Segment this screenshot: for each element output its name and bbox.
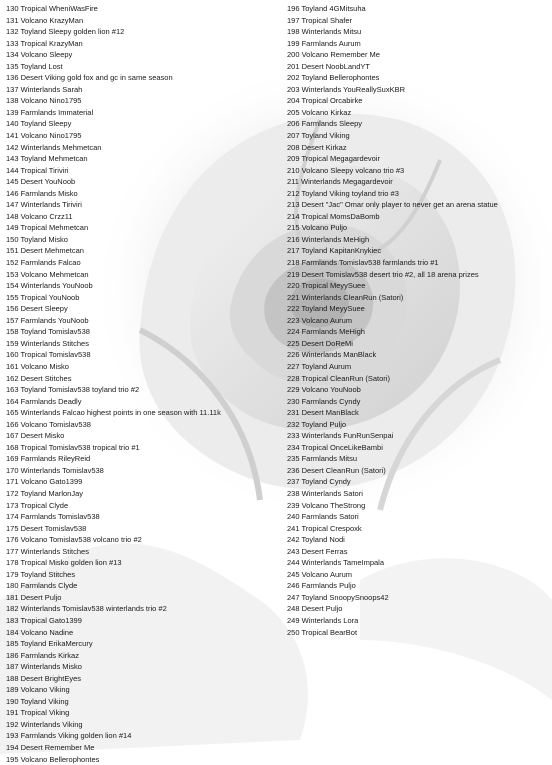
list-item: 140 Toyland Sleepy [6, 119, 72, 129]
list-item: 194 Desert Remember Me [6, 743, 95, 752]
list-item: 217 Toyland KapitanKnykiec [287, 246, 382, 256]
list-item: 151 Desert Mehmetcan [6, 246, 84, 256]
list-item: 222 Toyland MeyySuee [287, 304, 365, 314]
list-item: 180 Farmlands Clyde [6, 581, 78, 591]
list-item: 163 Toyland Tomislav538 toyland trio #2 [6, 385, 140, 395]
list-item: 161 Volcano Misko [6, 361, 69, 371]
list-item: 226 Winterlands ManBlack [287, 350, 377, 360]
list-item: 170 Winterlands Tomislav538 [6, 465, 104, 475]
list-item: 156 Desert Sleepy [6, 304, 68, 314]
list-item: 196 Toyland 4GMitsuha [287, 4, 366, 13]
list-item: 241 Tropical Crespoxk [287, 523, 362, 533]
list-item: 247 Toyland SnoopySnoops42 [287, 592, 389, 602]
list-item: 237 Toyland Cyndy [287, 477, 351, 487]
list-item: 236 Desert CleanRun (Satori) [287, 465, 386, 475]
list-item: 195 Volcano Bellerophontes [6, 754, 100, 764]
list-item: 135 Toyland Lost [6, 61, 63, 71]
list-item: 246 Farmlands Puljo [287, 581, 356, 591]
list-item: 138 Volcano Nino1795 [6, 96, 82, 106]
list-item: 227 Toyland Aurum [287, 361, 352, 371]
list-item: 235 Farmlands Mitsu [287, 454, 358, 464]
list-item: 198 Winterlands Mitsu [287, 27, 362, 37]
list-item: 145 Desert YouNoob [6, 177, 76, 187]
list-item: 243 Desert Ferras [287, 546, 348, 556]
list-item: 218 Farmlands Tomislav538 farmlands trio #1 [287, 258, 439, 268]
list-item: 176 Volcano Tomislav538 volcano trio #2 [6, 535, 142, 545]
list-item: 181 Desert Puljo [6, 592, 62, 602]
list-item: 149 Tropical Mehmetcan [6, 223, 89, 233]
list-item: 244 Winterlands TameImpala [287, 558, 384, 568]
list-item: 240 Farmlands Satori [287, 512, 359, 522]
list-item: 208 Desert Kirkaz [287, 142, 347, 152]
list-item: 192 Winterlands Viking [6, 719, 83, 729]
list-item: 206 Farmlands Sleepy [287, 119, 363, 129]
list-item: 152 Farmlands Falcao [6, 258, 81, 268]
list-item: 215 Volcano Puljo [287, 223, 348, 233]
list-item: 182 Winterlands Tomislav538 winterlands trio #2 [6, 604, 167, 614]
list-item: 147 Winterlands Tiriviri [6, 200, 82, 210]
list-item: 190 Toyland Viking [6, 696, 69, 706]
list-item: 166 Volcano Tomislav538 [6, 419, 91, 429]
list-item: 187 Winterlands Misko [6, 662, 82, 672]
list-item: 193 Farmlands Viking golden lion #14 [6, 731, 132, 741]
list-item: 159 Winterlands Stitches [6, 338, 89, 348]
list-item: 242 Toyland Nodi [287, 535, 345, 545]
list-item: 204 Tropical Orcabirke [287, 96, 363, 106]
list-item: 231 Desert ManBlack [287, 408, 359, 418]
list-item: 136 Desert Viking gold fox and gc in same season [6, 73, 173, 83]
list-item: 139 Farmlands Immaterial [6, 107, 94, 117]
list-item: 173 Tropical Clyde [6, 500, 69, 510]
list-item: 178 Tropical Misko golden lion #13 [6, 558, 122, 568]
list-item: 179 Toyland Stitches [6, 569, 76, 579]
list-item: 249 Winterlands Lora [287, 615, 359, 625]
list-item: 146 Farmlands Misko [6, 188, 78, 198]
list-item: 160 Tropical Tomislav538 [6, 350, 91, 360]
list-item: 133 Tropical KrazyMan [6, 38, 83, 48]
list-item: 197 Tropical Shafer [287, 15, 353, 25]
list-item: 186 Farmlands Kirkaz [6, 650, 79, 660]
list-item: 239 Volcano TheStrong [287, 500, 366, 510]
list-item: 212 Toyland Viking toyland trio #3 [287, 188, 399, 198]
list-item: 191 Tropical Viking [6, 708, 70, 718]
list-item: 219 Desert Tomislav538 desert trio #2, all 18 arena prizes [287, 269, 479, 279]
list-item: 248 Desert Puljo [287, 604, 343, 614]
list-item: 230 Farmlands Cyndy [287, 396, 361, 406]
list-item: 250 Tropical BearBot [287, 627, 358, 637]
list-item: 131 Volcano KrazyMan [6, 15, 84, 25]
list-item: 155 Tropical YouNoob [6, 292, 80, 302]
list-item: 154 Winterlands YouNoob [6, 281, 93, 291]
list-item: 214 Tropical MomsDaBomb [287, 211, 380, 221]
list-item: 130 Tropical WheniWasFire [6, 4, 98, 13]
list-item: 177 Winterlands Stitches [6, 546, 89, 556]
list-item: 201 Desert NoobLandYT [287, 61, 370, 71]
list-item: 210 Volcano Sleepy volcano trio #3 [287, 165, 405, 175]
list-item: 158 Toyland Tomislav538 [6, 327, 90, 337]
list-item: 183 Tropical Gato1399 [6, 615, 82, 625]
list-item: 144 Tropical Tiriviri [6, 165, 69, 175]
list-item: 150 Toyland Misko [6, 234, 68, 244]
list-item: 232 Toyland Puljo [287, 419, 347, 429]
list-item: 171 Volcano Gato1399 [6, 477, 83, 487]
list-item: 238 Winterlands Satori [287, 488, 363, 498]
list-item: 224 Farmlands MeHigh [287, 327, 365, 337]
list-item: 207 Toyland Viking [287, 131, 350, 141]
list-item: 233 Winterlands FunRunSenpai [287, 431, 394, 441]
list-item: 148 Volcano Crzz11 [6, 211, 73, 221]
list-item: 132 Toyland Sleepy golden lion #12 [6, 27, 125, 37]
list-item: 228 Tropical CleanRun (Satori) [287, 373, 390, 383]
list-item: 168 Tropical Tomislav538 tropical trio #1 [6, 442, 140, 452]
list-item: 200 Volcano Remember Me [287, 50, 380, 60]
list-item: 234 Tropical OnceLikeBambi [287, 442, 383, 452]
list-item: 134 Volcano Sleepy [6, 50, 73, 60]
list-item: 184 Volcano Nadine [6, 627, 74, 637]
list-item: 199 Farmlands Aurum [287, 38, 361, 48]
list-item: 172 Toyland MarlonJay [6, 488, 83, 498]
list-item: 153 Volcano Mehmetcan [6, 269, 89, 279]
list-item: 203 Winterlands YouReallySuxKBR [287, 84, 405, 94]
list-item: 143 Toyland Mehmetcan [6, 154, 88, 164]
list-item: 202 Toyland Bellerophontes [287, 73, 380, 83]
list-item: 211 Winterlands Megagardevoir [287, 177, 393, 187]
list-item: 225 Desert DoReMi [287, 338, 353, 348]
left-column-list [6, 3, 274, 765]
list-item: 164 Farmlands Deadly [6, 396, 82, 406]
list-item: 141 Volcano Nino1795 [6, 131, 82, 141]
list-item: 221 Winterlands CleanRun (Satori) [287, 292, 404, 302]
list-item: 157 Farmlands YouNoob [6, 315, 89, 325]
list-item: 220 Tropical MeyySuee [287, 281, 366, 291]
list-item: 209 Tropical Megagardevoir [287, 154, 380, 164]
list-item: 165 Winterlands Falcao highest points in one season with 11.11k [6, 408, 221, 418]
list-item: 167 Desert Misko [6, 431, 65, 441]
list-item: 213 Desert "Jac" Omar only player to never get an arena statue [287, 200, 498, 210]
list-item: 174 Farmlands Tomislav538 [6, 512, 100, 522]
list-item: 162 Desert Stitches [6, 373, 72, 383]
list-item: 169 Farmlands RileyReid [6, 454, 91, 464]
list-item: 188 Desert BrightEyes [6, 673, 82, 683]
list-item: 216 Winterlands MeHigh [287, 234, 370, 244]
list-item: 185 Toyland ErikaMercury [6, 639, 93, 649]
list-item: 229 Volcano YouNoob [287, 385, 361, 395]
list-item: 137 Winterlands Sarah [6, 84, 83, 94]
list-item: 175 Desert Tomislav538 [6, 523, 87, 533]
list-item: 142 Winterlands Mehmetcan [6, 142, 102, 152]
list-item: 245 Volcano Aurum [287, 569, 353, 579]
list-item: 223 Volcano Aurum [287, 315, 353, 325]
list-item: 205 Volcano Kirkaz [287, 107, 352, 117]
right-column-list [287, 3, 549, 638]
list-item: 189 Volcano Viking [6, 685, 70, 695]
